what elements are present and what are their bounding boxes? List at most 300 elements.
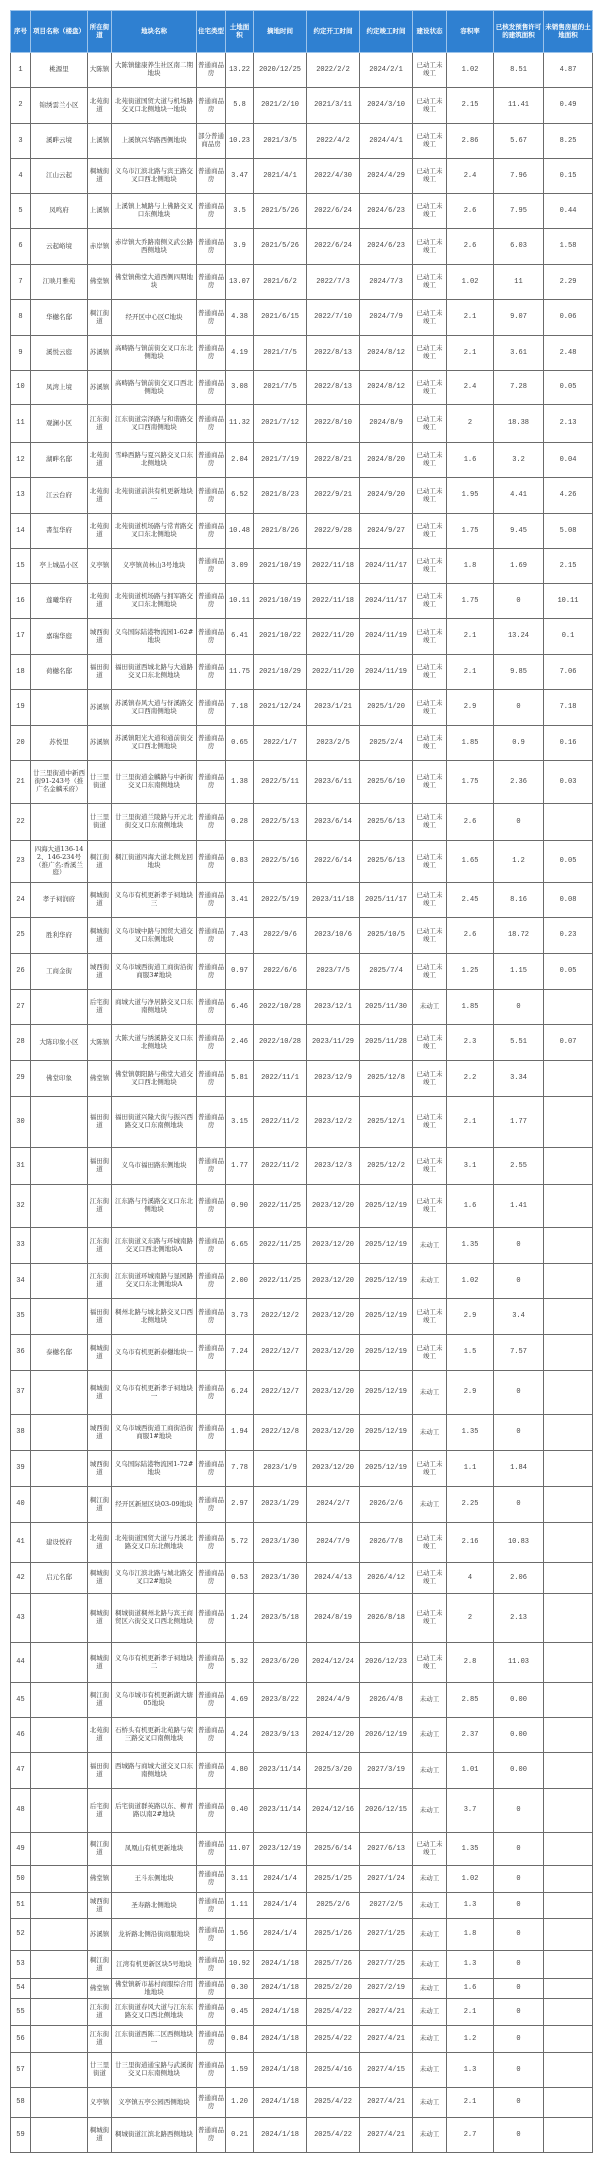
cell-parcel-name: 雪峰西路与夏兴路交叉口东北侧地块	[112, 443, 197, 478]
cell-housing-type: 普通商品房	[197, 1061, 226, 1097]
cell-presale-area: 1.2	[494, 841, 544, 883]
cell-completion-date: 2025/6/13	[360, 804, 413, 841]
cell-plot-ratio: 2.37	[447, 1718, 494, 1753]
cell-housing-type: 普通商品房	[197, 53, 226, 88]
cell-presale-area: 11.41	[494, 88, 544, 124]
cell-start-date: 2023/11/29	[307, 1025, 360, 1061]
cell-construction-status: 已动工未竣工	[413, 1594, 447, 1643]
cell-project-name: 泰樾名邸	[31, 1335, 88, 1371]
cell-presale-area: 0	[494, 990, 544, 1025]
cell-housing-type: 普通商品房	[197, 883, 226, 918]
cell-construction-status: 已动工未竣工	[413, 619, 447, 655]
cell-presale-area: 4.41	[494, 478, 544, 514]
cell-start-date: 2024/4/9	[307, 1683, 360, 1718]
cell-land-area: 1.59	[226, 2053, 254, 2088]
column-header-unsold-land-area: 未销售房屋的土地面积	[544, 11, 593, 53]
cell-index: 6	[11, 229, 31, 265]
cell-project-name	[31, 1643, 88, 1683]
cell-parcel-name: 义乌市城市有机更新湖大塘05地块	[112, 1683, 197, 1718]
cell-street: 江东街道	[88, 1228, 112, 1264]
cell-construction-status: 未动工	[413, 1264, 447, 1299]
cell-land-area: 13.22	[226, 53, 254, 88]
cell-project-name: 胜利华府	[31, 918, 88, 954]
cell-housing-type: 普通商品房	[197, 194, 226, 229]
cell-unsold-land-area	[544, 1299, 593, 1335]
cell-unsold-land-area	[544, 1833, 593, 1866]
cell-land-area: 3.15	[226, 1097, 254, 1148]
cell-project-name	[31, 1718, 88, 1753]
cell-housing-type: 普通商品房	[197, 405, 226, 443]
cell-housing-type: 普通商品房	[197, 690, 226, 726]
cell-start-date: 2025/2/6	[307, 1893, 360, 1919]
cell-presale-area: 7.95	[494, 194, 544, 229]
cell-start-date: 2023/12/2	[307, 1097, 360, 1148]
cell-housing-type: 普通商品房	[197, 2118, 226, 2153]
table-row	[11, 1097, 593, 1148]
cell-street: 北苑街道	[88, 478, 112, 514]
cell-completion-date: 2024/11/19	[360, 619, 413, 655]
cell-acquisition-date: 2020/12/25	[254, 53, 307, 88]
cell-construction-status: 已动工未竣工	[413, 1299, 447, 1335]
cell-project-name: 观澜小区	[31, 405, 88, 443]
cell-project-name: 建设悦府	[31, 1523, 88, 1563]
cell-start-date: 2025/4/22	[307, 2088, 360, 2118]
cell-plot-ratio: 1.3	[447, 1951, 494, 1979]
cell-land-area: 0.84	[226, 2026, 254, 2053]
cell-housing-type: 普通商品房	[197, 2053, 226, 2088]
cell-unsold-land-area: 2.13	[544, 405, 593, 443]
cell-parcel-name: 义乌市城西街道工商街沿街商服3#地块	[112, 954, 197, 990]
cell-plot-ratio: 1.3	[447, 1893, 494, 1919]
cell-acquisition-date: 2022/6/6	[254, 954, 307, 990]
cell-project-name	[31, 1185, 88, 1228]
cell-plot-ratio: 1.02	[447, 53, 494, 88]
cell-acquisition-date: 2022/11/25	[254, 1264, 307, 1299]
cell-parcel-name: 苏溪镇春风大道与伢溪路交叉口西南侧地块	[112, 690, 197, 726]
cell-plot-ratio: 2.1	[447, 655, 494, 690]
cell-start-date: 2022/11/20	[307, 655, 360, 690]
cell-parcel-name: 义乌市城西街道工商街沿街商服1#地块	[112, 1415, 197, 1451]
cell-construction-status: 未动工	[413, 1415, 447, 1451]
cell-plot-ratio: 1.35	[447, 1415, 494, 1451]
cell-presale-area: 10.83	[494, 1523, 544, 1563]
cell-parcel-name: 义乌国际陆港物流园1-62#地块	[112, 619, 197, 655]
cell-parcel-name: 江东路与丹溪路交叉口东北侧地块	[112, 1185, 197, 1228]
cell-start-date: 2025/3/20	[307, 1753, 360, 1789]
cell-unsold-land-area	[544, 1683, 593, 1718]
cell-housing-type: 普通商品房	[197, 1415, 226, 1451]
cell-land-area: 1.11	[226, 1893, 254, 1919]
cell-presale-area: 0	[494, 690, 544, 726]
cell-construction-status: 已动工未竣工	[413, 1563, 447, 1594]
table-row	[11, 549, 593, 584]
cell-plot-ratio: 2.7	[447, 2118, 494, 2153]
cell-acquisition-date: 2021/6/2	[254, 265, 307, 300]
cell-parcel-name: 稠江街道四海大道北侧龙回地块	[112, 841, 197, 883]
cell-unsold-land-area: 7.18	[544, 690, 593, 726]
cell-street: 佛堂镇	[88, 1866, 112, 1893]
cell-project-name	[31, 1866, 88, 1893]
cell-start-date: 2021/3/11	[307, 88, 360, 124]
cell-start-date: 2025/6/14	[307, 1833, 360, 1866]
table-row	[11, 726, 593, 761]
cell-parcel-name: 廿三里街道金麟路与中新街交叉口东南侧地块	[112, 761, 197, 804]
cell-construction-status: 已动工未竣工	[413, 584, 447, 619]
cell-plot-ratio: 2.6	[447, 804, 494, 841]
cell-parcel-name: 佛堂镇佛堂大道西侧四期地块	[112, 265, 197, 300]
cell-acquisition-date: 2021/10/19	[254, 584, 307, 619]
cell-parcel-name: 苏溪镇阳光大道和通前街交叉口西北侧地块	[112, 726, 197, 761]
cell-start-date: 2023/2/5	[307, 726, 360, 761]
cell-street: 城西街道	[88, 619, 112, 655]
cell-housing-type: 普通商品房	[197, 1919, 226, 1951]
cell-unsold-land-area	[544, 1919, 593, 1951]
cell-street: 大陈镇	[88, 1025, 112, 1061]
cell-start-date: 2022/11/20	[307, 619, 360, 655]
cell-project-name	[31, 1919, 88, 1951]
cell-completion-date: 2024/7/9	[360, 300, 413, 336]
cell-project-name: 启元名邸	[31, 1563, 88, 1594]
cell-completion-date: 2025/12/19	[360, 1185, 413, 1228]
cell-presale-area: 0	[494, 1951, 544, 1979]
cell-land-area: 1.38	[226, 761, 254, 804]
cell-parcel-name: 义乌市福田路东侧地块	[112, 1148, 197, 1185]
cell-plot-ratio: 2.1	[447, 1097, 494, 1148]
cell-project-name	[31, 1148, 88, 1185]
cell-index: 23	[11, 841, 31, 883]
cell-unsold-land-area	[544, 1594, 593, 1643]
cell-housing-type: 普通商品房	[197, 371, 226, 405]
cell-construction-status: 已动工未竣工	[413, 1833, 447, 1866]
table-row	[11, 2088, 593, 2118]
cell-acquisition-date: 2021/12/24	[254, 690, 307, 726]
table-row	[11, 478, 593, 514]
cell-unsold-land-area: 0.05	[544, 841, 593, 883]
cell-street: 大陈镇	[88, 53, 112, 88]
column-header-land-area: 土地面积	[226, 11, 254, 53]
cell-parcel-name: 上溪镇兴华路西侧地块	[112, 124, 197, 159]
cell-completion-date: 2025/7/4	[360, 954, 413, 990]
cell-street: 江东街道	[88, 1264, 112, 1299]
cell-parcel-name: 江东街道春风大道与江东东路交叉口西北侧地块	[112, 1999, 197, 2026]
cell-index: 56	[11, 2026, 31, 2053]
cell-completion-date: 2027/4/15	[360, 2053, 413, 2088]
cell-completion-date: 2024/3/10	[360, 88, 413, 124]
cell-parcel-name: 龙祈路北侧沿街商服地块	[112, 1919, 197, 1951]
cell-completion-date: 2026/7/8	[360, 1523, 413, 1563]
cell-index: 31	[11, 1148, 31, 1185]
cell-land-area: 1.24	[226, 1594, 254, 1643]
cell-construction-status: 未动工	[413, 2088, 447, 2118]
cell-construction-status: 已动工未竣工	[413, 726, 447, 761]
cell-index: 54	[11, 1979, 31, 1999]
cell-housing-type: 普通商品房	[197, 159, 226, 194]
cell-plot-ratio: 2.85	[447, 1683, 494, 1718]
column-header-plot-ratio: 容积率	[447, 11, 494, 53]
cell-land-area: 0.53	[226, 1563, 254, 1594]
cell-street: 后宅街道	[88, 1789, 112, 1833]
cell-acquisition-date: 2022/11/25	[254, 1228, 307, 1264]
cell-construction-status: 未动工	[413, 1999, 447, 2026]
cell-index: 55	[11, 1999, 31, 2026]
cell-land-area: 0.30	[226, 1979, 254, 1999]
cell-index: 13	[11, 478, 31, 514]
cell-plot-ratio: 1.02	[447, 1866, 494, 1893]
cell-start-date: 2024/7/9	[307, 1523, 360, 1563]
column-header-construction-status: 建设状态	[413, 11, 447, 53]
cell-presale-area: 0	[494, 1979, 544, 1999]
cell-parcel-name: 义亭镇黄林山3号地块	[112, 549, 197, 584]
cell-street: 佛堂镇	[88, 1979, 112, 1999]
cell-unsold-land-area	[544, 1061, 593, 1097]
cell-construction-status: 已动工未竣工	[413, 371, 447, 405]
cell-acquisition-date: 2024/1/18	[254, 1999, 307, 2026]
cell-unsold-land-area	[544, 1264, 593, 1299]
cell-acquisition-date: 2022/10/28	[254, 990, 307, 1025]
column-header-presale-area: 已核发预售许可的建筑面积	[494, 11, 544, 53]
cell-project-name	[31, 1451, 88, 1487]
table-row	[11, 1371, 593, 1415]
cell-start-date: 2025/1/26	[307, 1919, 360, 1951]
cell-index: 52	[11, 1919, 31, 1951]
cell-plot-ratio: 2.1	[447, 1999, 494, 2026]
cell-land-area: 6.24	[226, 1371, 254, 1415]
table-row	[11, 336, 593, 371]
cell-plot-ratio: 2.6	[447, 229, 494, 265]
cell-start-date: 2022/4/2	[307, 124, 360, 159]
cell-construction-status: 已动工未竣工	[413, 690, 447, 726]
cell-project-name	[31, 1789, 88, 1833]
cell-street: 稠城街道	[88, 1371, 112, 1415]
cell-parcel-name: 江东街道义东路与环城南路交叉口西北侧地块A	[112, 1228, 197, 1264]
cell-presale-area: 2.06	[494, 1563, 544, 1594]
cell-acquisition-date: 2021/10/22	[254, 619, 307, 655]
table-row	[11, 2118, 593, 2153]
cell-presale-area: 13.24	[494, 619, 544, 655]
cell-start-date: 2022/9/21	[307, 478, 360, 514]
cell-parcel-name: 江湾有机更新区块5号地块	[112, 1951, 197, 1979]
cell-index: 24	[11, 883, 31, 918]
cell-housing-type: 普通商品房	[197, 1299, 226, 1335]
cell-completion-date: 2024/4/1	[360, 124, 413, 159]
cell-start-date: 2023/12/20	[307, 1185, 360, 1228]
cell-land-area: 7.24	[226, 1335, 254, 1371]
cell-unsold-land-area: 0.1	[544, 619, 593, 655]
cell-street: 福田街道	[88, 1299, 112, 1335]
cell-index: 26	[11, 954, 31, 990]
cell-land-area: 11.07	[226, 1833, 254, 1866]
cell-presale-area: 5.51	[494, 1025, 544, 1061]
cell-land-area: 0.83	[226, 841, 254, 883]
cell-housing-type: 普通商品房	[197, 336, 226, 371]
cell-start-date: 2022/11/18	[307, 584, 360, 619]
cell-construction-status: 已动工未竣工	[413, 514, 447, 549]
cell-housing-type: 普通商品房	[197, 2026, 226, 2053]
cell-street: 北苑街道	[88, 514, 112, 549]
cell-acquisition-date: 2023/12/19	[254, 1833, 307, 1866]
cell-plot-ratio: 2.86	[447, 124, 494, 159]
cell-acquisition-date: 2022/11/2	[254, 1097, 307, 1148]
cell-completion-date: 2026/8/18	[360, 1594, 413, 1643]
cell-construction-status: 未动工	[413, 1228, 447, 1264]
cell-land-area: 0.90	[226, 1185, 254, 1228]
cell-index: 39	[11, 1451, 31, 1487]
cell-construction-status: 已动工未竣工	[413, 655, 447, 690]
cell-start-date: 2023/12/20	[307, 1451, 360, 1487]
cell-presale-area: 18.38	[494, 405, 544, 443]
cell-parcel-name: 商城大道与净居路交叉口东南侧地块	[112, 990, 197, 1025]
cell-land-area: 0.28	[226, 804, 254, 841]
cell-land-area: 1.94	[226, 1415, 254, 1451]
table-row	[11, 584, 593, 619]
cell-street: 福田街道	[88, 1097, 112, 1148]
cell-completion-date: 2024/2/1	[360, 53, 413, 88]
cell-plot-ratio: 1.8	[447, 1919, 494, 1951]
cell-construction-status: 已动工未竣工	[413, 1148, 447, 1185]
table-row	[11, 690, 593, 726]
cell-index: 59	[11, 2118, 31, 2153]
cell-project-name	[31, 804, 88, 841]
cell-housing-type: 普通商品房	[197, 841, 226, 883]
cell-completion-date: 2025/12/19	[360, 1451, 413, 1487]
cell-acquisition-date: 2022/5/16	[254, 841, 307, 883]
cell-housing-type: 普通商品房	[197, 1893, 226, 1919]
cell-unsold-land-area: 0.03	[544, 761, 593, 804]
cell-parcel-name: 廿三里街道通宝路与武溪街交叉口东南侧地块	[112, 2053, 197, 2088]
cell-housing-type: 普通商品房	[197, 1148, 226, 1185]
cell-completion-date: 2024/8/20	[360, 443, 413, 478]
cell-acquisition-date: 2022/9/6	[254, 918, 307, 954]
cell-parcel-name: 义乌国际陆港物流园1-72#地块	[112, 1451, 197, 1487]
cell-unsold-land-area: 8.25	[544, 124, 593, 159]
cell-index: 51	[11, 1893, 31, 1919]
cell-index: 42	[11, 1563, 31, 1594]
cell-housing-type: 普通商品房	[197, 1789, 226, 1833]
cell-unsold-land-area	[544, 1753, 593, 1789]
cell-construction-status: 已动工未竣工	[413, 883, 447, 918]
cell-unsold-land-area	[544, 990, 593, 1025]
cell-street: 稠城街道	[88, 1563, 112, 1594]
cell-unsold-land-area: 2.29	[544, 265, 593, 300]
cell-index: 5	[11, 194, 31, 229]
cell-housing-type: 普通商品房	[197, 443, 226, 478]
cell-street: 赤岸镇	[88, 229, 112, 265]
cell-plot-ratio: 1.02	[447, 265, 494, 300]
cell-land-area: 3.9	[226, 229, 254, 265]
cell-unsold-land-area	[544, 1097, 593, 1148]
cell-land-area: 1.77	[226, 1148, 254, 1185]
cell-acquisition-date: 2022/12/7	[254, 1335, 307, 1371]
cell-presale-area: 0	[494, 1264, 544, 1299]
cell-housing-type: 普通商品房	[197, 1753, 226, 1789]
cell-acquisition-date: 2023/11/14	[254, 1789, 307, 1833]
cell-street: 稠江街道	[88, 300, 112, 336]
cell-completion-date: 2025/12/19	[360, 1228, 413, 1264]
cell-index: 40	[11, 1487, 31, 1523]
table-row	[11, 371, 593, 405]
cell-completion-date: 2025/12/19	[360, 1415, 413, 1451]
cell-housing-type: 普通商品房	[197, 1097, 226, 1148]
cell-unsold-land-area: 0.44	[544, 194, 593, 229]
cell-unsold-land-area: 0.16	[544, 726, 593, 761]
cell-index: 20	[11, 726, 31, 761]
cell-index: 53	[11, 1951, 31, 1979]
cell-land-area: 0.40	[226, 1789, 254, 1833]
cell-street: 福田街道	[88, 1753, 112, 1789]
cell-street: 廿三里街道	[88, 804, 112, 841]
cell-start-date: 2024/8/19	[307, 1594, 360, 1643]
cell-street: 义亭镇	[88, 549, 112, 584]
cell-unsold-land-area: 0.49	[544, 88, 593, 124]
cell-street: 佛堂镇	[88, 265, 112, 300]
cell-unsold-land-area	[544, 1371, 593, 1415]
cell-index: 4	[11, 159, 31, 194]
cell-presale-area: 3.34	[494, 1061, 544, 1097]
cell-parcel-name: 高畴路与镇前街交叉口东北侧地块	[112, 336, 197, 371]
cell-completion-date: 2024/11/17	[360, 549, 413, 584]
cell-start-date: 2023/12/9	[307, 1061, 360, 1097]
cell-index: 49	[11, 1833, 31, 1866]
cell-unsold-land-area: 0.07	[544, 1025, 593, 1061]
cell-plot-ratio: 1.85	[447, 726, 494, 761]
cell-street: 江东街道	[88, 405, 112, 443]
cell-index: 2	[11, 88, 31, 124]
cell-start-date: 2023/6/14	[307, 804, 360, 841]
cell-start-date: 2025/7/26	[307, 1951, 360, 1979]
cell-plot-ratio: 2	[447, 405, 494, 443]
cell-housing-type: 普通商品房	[197, 300, 226, 336]
cell-start-date: 2022/8/13	[307, 336, 360, 371]
cell-parcel-name: 义乌市有机更新泰樾地块一	[112, 1335, 197, 1371]
cell-plot-ratio: 1.6	[447, 1185, 494, 1228]
cell-parcel-name: 北苑街道机场路与拥军路交叉口东北侧地块	[112, 584, 197, 619]
cell-completion-date: 2025/11/17	[360, 883, 413, 918]
cell-start-date: 2022/8/21	[307, 443, 360, 478]
cell-plot-ratio: 1.75	[447, 761, 494, 804]
cell-street: 稠江街道	[88, 1951, 112, 1979]
cell-land-area: 10.23	[226, 124, 254, 159]
cell-completion-date: 2025/6/13	[360, 841, 413, 883]
cell-land-area: 11.75	[226, 655, 254, 690]
cell-land-area: 3.73	[226, 1299, 254, 1335]
cell-presale-area: 6.03	[494, 229, 544, 265]
cell-plot-ratio: 3.1	[447, 1148, 494, 1185]
cell-index: 15	[11, 549, 31, 584]
cell-acquisition-date: 2024/1/18	[254, 2088, 307, 2118]
cell-acquisition-date: 2024/1/18	[254, 2026, 307, 2053]
cell-completion-date: 2025/12/8	[360, 1061, 413, 1097]
cell-housing-type: 普通商品房	[197, 1951, 226, 1979]
cell-start-date: 2023/11/18	[307, 883, 360, 918]
cell-unsold-land-area: 4.26	[544, 478, 593, 514]
cell-street: 稠江街道	[88, 1833, 112, 1866]
cell-street: 苏溪镇	[88, 690, 112, 726]
cell-plot-ratio: 1.35	[447, 1833, 494, 1866]
cell-acquisition-date: 2021/7/5	[254, 371, 307, 405]
cell-acquisition-date: 2023/5/18	[254, 1594, 307, 1643]
cell-presale-area: 0	[494, 1789, 544, 1833]
cell-completion-date: 2025/12/1	[360, 1097, 413, 1148]
cell-completion-date: 2024/9/27	[360, 514, 413, 549]
cell-start-date: 2022/8/13	[307, 371, 360, 405]
cell-acquisition-date: 2024/1/18	[254, 2118, 307, 2153]
cell-street: 稠城街道	[88, 883, 112, 918]
cell-acquisition-date: 2021/10/19	[254, 549, 307, 584]
cell-completion-date: 2027/6/13	[360, 1833, 413, 1866]
cell-index: 34	[11, 1264, 31, 1299]
cell-acquisition-date: 2021/3/5	[254, 124, 307, 159]
cell-parcel-name: 大陈大道与绣溪路交叉口东北侧地块	[112, 1025, 197, 1061]
